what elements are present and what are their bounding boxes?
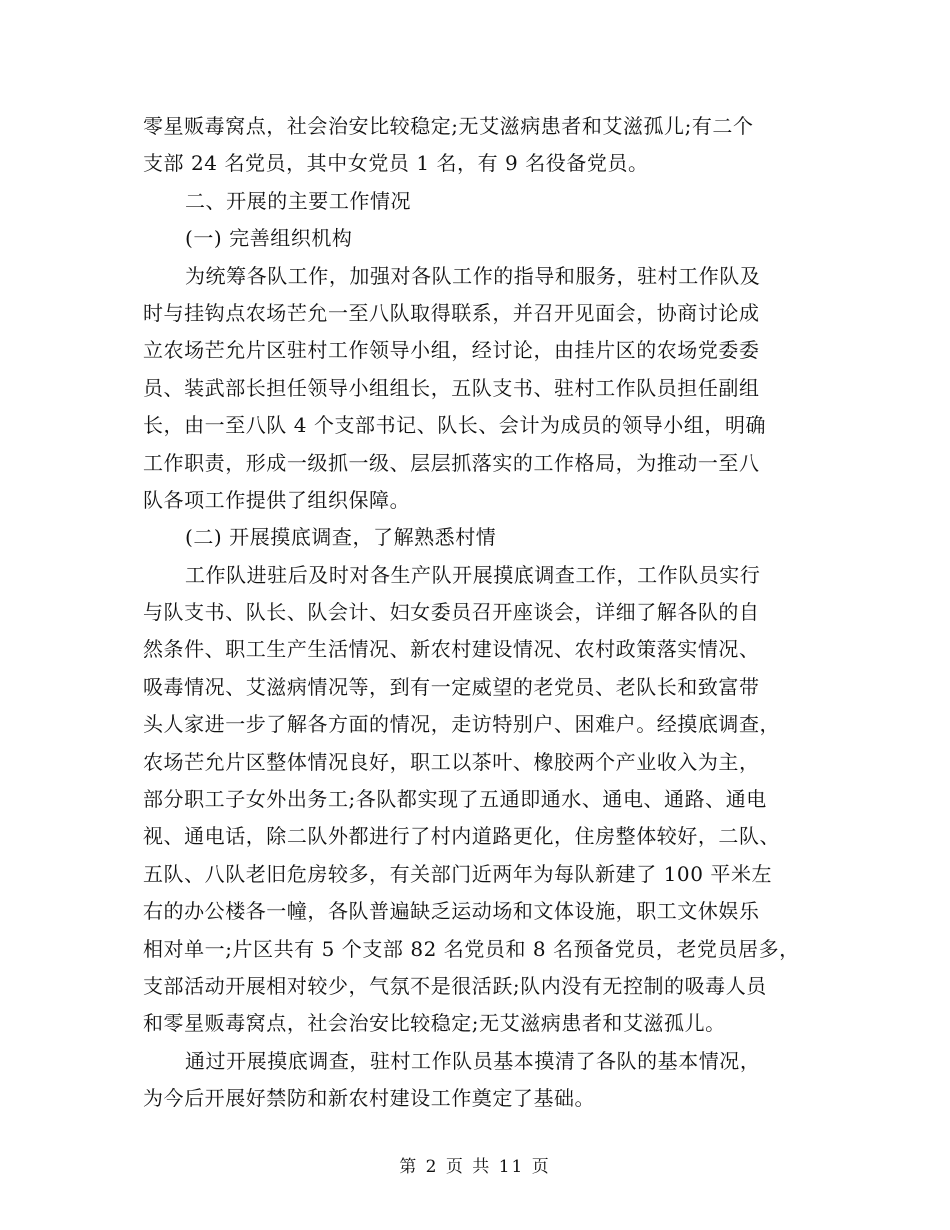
text-line: 视、通电话，除二队外都进行了村内道路更化，住房整体较好，二队、 bbox=[143, 824, 781, 849]
text-line: 工作职责，形成一级抓一级、层层抓落实的工作格局，为推动一至八 bbox=[143, 450, 760, 475]
text-line: 支部活动开展相对较少，气氛不是很活跃;队内没有无控制的吸毒人员 bbox=[143, 973, 767, 998]
text-line: 通过开展摸底调查，驻村工作队员基本摸清了各队的基本情况， bbox=[185, 1048, 761, 1073]
text-line: 右的办公楼各一幢，各队普遍缺乏运动场和文体设施，职工文休娱乐 bbox=[143, 899, 760, 924]
text-line: 立农场芒允片区驻村工作领导小组，经讨论，由挂片区的农场党委委 bbox=[143, 338, 760, 363]
text-line: 工作队进驻后及时对各生产队开展摸底调查工作，工作队员实行 bbox=[185, 562, 761, 587]
text-line: 为统筹各队工作，加强对各队工作的指导和服务，驻村工作队及 bbox=[185, 263, 761, 288]
text-line: 和零星贩毒窝点，社会治安比较稳定;无艾滋病患者和艾滋孤儿。 bbox=[143, 1011, 726, 1036]
text-line: 然条件、职工生产生活情况、新农村建设情况、农村政策落实情况、 bbox=[143, 637, 760, 662]
text-line: 吸毒情况、艾滋病情况等，到有一定威望的老党员、老队长和致富带 bbox=[143, 674, 760, 699]
text-line: 支部 24 名党员，其中女党员 1 名，有 9 名役备党员。 bbox=[143, 151, 649, 176]
text-line: 零星贩毒窝点，社会治安比较稳定;无艾滋病患者和艾滋孤儿;有二个 bbox=[143, 114, 754, 138]
text-line: 农场芒允片区整体情况良好，职工以茶叶、橡胶两个产业收入为主， bbox=[143, 749, 760, 774]
subsection-heading: (一) 完善组织机构 bbox=[185, 226, 353, 251]
text-line: 五队、八队老旧危房较多，有关部门近两年为每队新建了 100 平米左 bbox=[143, 861, 773, 886]
page-footer bbox=[0, 1152, 950, 1177]
text-line: 长，由一至八队 4 个支部书记、队长、会计为成员的领导小组，明确 bbox=[143, 413, 767, 438]
text-line: 部分职工子女外出务工;各队都实现了五通即通水、通电、通路、通电 bbox=[143, 787, 767, 812]
text-line: 相对单一;片区共有 5 个支部 82 名党员和 8 名预备党员，老党员居多， bbox=[143, 936, 800, 961]
subsection-heading: (二) 开展摸底调查，了解熟悉村情 bbox=[185, 525, 497, 550]
section-heading: 二、开展的主要工作情况 bbox=[185, 188, 412, 213]
text-line: 头人家进一步了解各方面的情况，走访特别户、困难户。经摸底调查， bbox=[143, 712, 781, 737]
text-line: 与队支书、队长、队会计、妇女委员召开座谈会，详细了解各队的自 bbox=[143, 600, 760, 625]
document-body bbox=[143, 108, 811, 1118]
text-line: 为今后开展好禁防和新农村建设工作奠定了基础。 bbox=[143, 1086, 596, 1111]
text-line: 员、装武部长担任领导小组组长，五队支书、驻村工作队员担任副组 bbox=[143, 375, 760, 400]
text-line: 队各项工作提供了组织保障。 bbox=[143, 487, 411, 512]
text-line: 时与挂钩点农场芒允一至八队取得联系，并召开见面会，协商讨论成 bbox=[143, 300, 760, 325]
page-number-label: 第 2 页 共 11 页 bbox=[399, 1157, 551, 1177]
